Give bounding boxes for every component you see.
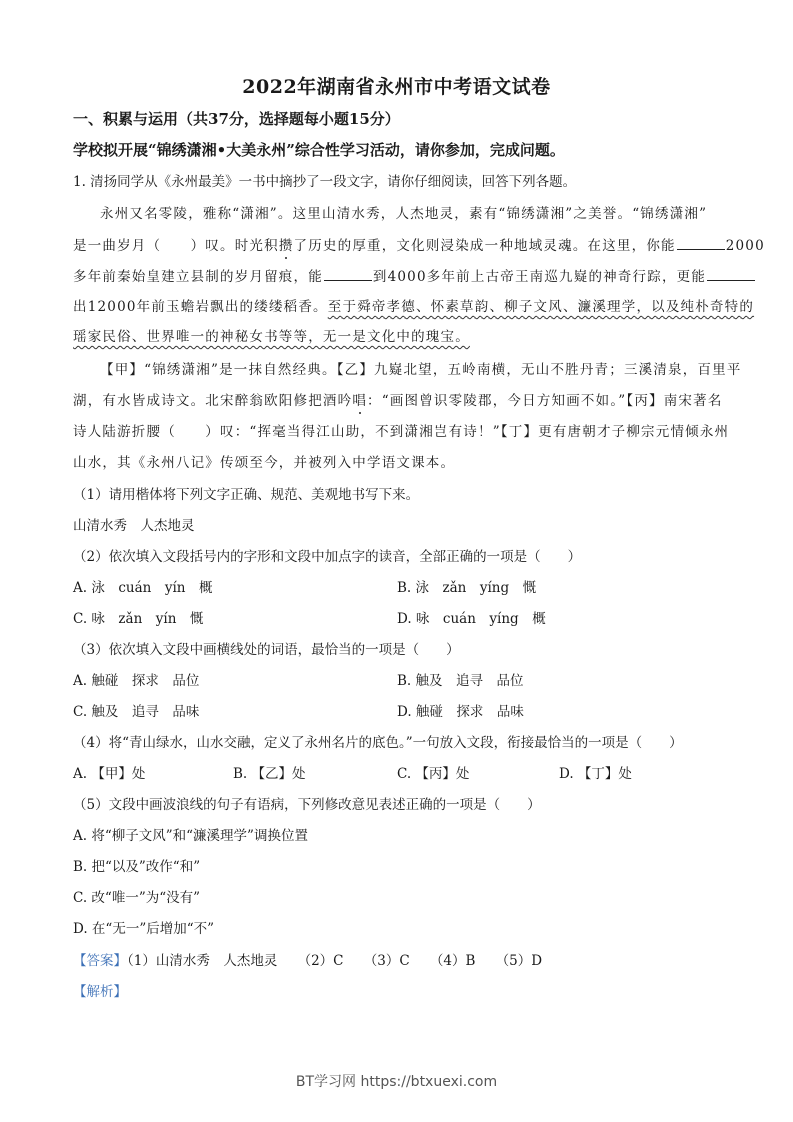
analysis-label: 【解析】 [73,984,127,1000]
passage1-line5 [73,328,470,346]
dotted-char: 唱 [352,393,368,409]
fill-blank-2 [324,267,372,281]
wavy-underlined-sentence-cont: 瑶家民俗、世界唯一的神秘女书等等，无一是文化中的瑰宝。 [73,329,470,345]
page-title: 2022年湖南省永州市中考语文试卷 [242,76,551,98]
analysis-line [73,983,127,1001]
question-4-stem: （4）将“青山绿水，山水交融，定义了永州名片的底色。”一句放入文段，衔接最恰当的一项是（ ） [73,735,683,751]
question-5-option-d: D. 在“无一”后增加“不” [73,921,215,937]
wavy-underlined-sentence: 至于舜帝孝德、怀素草韵、柳子文风、濂溪理学，以及纯朴奇特的 [327,299,755,315]
question-5-stem: （5）文段中画波浪线的句子有语病，下列修改意见表述正确的一项是（ ） [73,797,541,813]
passage1-line3-a: 多年前秦始皇建立县制的岁月留痕，能 [73,269,323,285]
passage2-line2-a: 湖，有水皆成诗文。北宋醉翁欧阳修把酒吟 [73,393,353,409]
fill-blank-3 [707,267,755,281]
question-4-option-c: C. 【丙】处 [397,766,470,782]
question-5-option-b: B. 把“以及”改作“和” [73,859,201,875]
passage1-line2-b: 了历史的厚重，文化则浸染成一种地域灵魂。在这里，你能 [293,238,676,254]
question-intro: 1. 清扬同学从《永州最美》一书中摘抄了一段文字，请你仔细阅读，回答下列各题。 [73,174,577,190]
footer-watermark: BT学习网 https://btxuexi.com [295,1074,498,1090]
answer-line [73,952,542,970]
passage2-line3: 诗人陆游折腰（ ）叹：“挥毫当得江山助，不到潇湘岂有诗！”【丁】更有唐朝才子柳宗元情倾永州 [73,424,730,440]
passage1-line2-c: 2000 [725,238,765,254]
question-2-option-d: D. 咏 cuán yíng 概 [397,611,546,627]
question-5-option-a: A. 将“柳子文风”和“濂溪理学”调换位置 [73,828,308,844]
answer-label: 【答案】 [73,953,127,969]
passage2-line4: 山水，其《永州八记》传颂至今，并被列入中学语文课本。 [73,455,456,471]
passage1-line3 [73,267,756,286]
question-3-option-b: B. 触及 追寻 品位 [397,673,524,689]
question-4-option-b: B. 【乙】处 [233,766,306,782]
passage1-line2-a: 是一曲岁月（ ）叹。时光积 [73,238,279,254]
question-3-option-c: C. 触及 追寻 品味 [73,704,200,720]
question-4-option-a: A. 【甲】处 [73,766,146,782]
passage1-line2 [73,236,765,255]
passage2-line1: 【甲】“锦绣潇湘”是一抹自然经典。【乙】九嶷北望，五岭南横，无山不胜丹青；三溪清泉，百里平 [100,362,742,378]
passage1-line4 [73,298,754,316]
question-1-content: 山清水秀 人杰地灵 [73,518,195,534]
fill-blank-1 [677,236,725,250]
dotted-char: 攒 [278,238,294,254]
section-heading: 一、积累与运用（共37分，选择题每小题15分） [73,110,400,128]
passage1-line4-a: 出12000年前玉蟾岩飘出的缕缕稻香。 [73,299,328,315]
question-1-stem: （1）请用楷体将下列文字正确、规范、美观地书写下来。 [73,487,420,503]
question-3-stem: （3）依次填入文段中画横线处的词语，最恰当的一项是（ ） [73,642,460,658]
passage1-line3-b: 到4000多年前上古帝王南巡九嶷的神奇行踪，更能 [372,269,707,285]
question-2-stem: （2）依次填入文段括号内的字形和文段中加点字的读音，全部正确的一项是（ ） [73,549,582,565]
question-2-option-b: B. 泳 zǎn yíng 慨 [397,580,537,596]
passage2-line2 [73,392,723,410]
question-3-option-a: A. 触碰 探求 品位 [73,673,200,689]
activity-heading: 学校拟开展“锦绣潇湘•大美永州”综合性学习活动，请你参加，完成问题。 [73,141,565,159]
question-2-option-c: C. 咏 zǎn yín 慨 [73,611,204,627]
passage2-line2-b: ：“画图曾识零陵郡，今日方知画不如。”【丙】南宋著名 [367,393,723,409]
passage1-line1: 永州又名零陵，雅称“潇湘”。这里山清水秀，人杰地灵，素有“锦绣潇湘”之美誉。“锦绣潇湘” [100,206,708,222]
question-3-option-d: D. 触碰 探求 品味 [397,704,524,720]
question-4-option-d: D. 【丁】处 [559,766,632,782]
question-5-option-c: C. 改“唯一”为“没有” [73,890,201,906]
answer-text: （1）山清水秀 人杰地灵 （2）C （3）C （4）B （5）D [127,953,543,969]
question-2-option-a: A. 泳 cuán yín 概 [73,580,213,596]
